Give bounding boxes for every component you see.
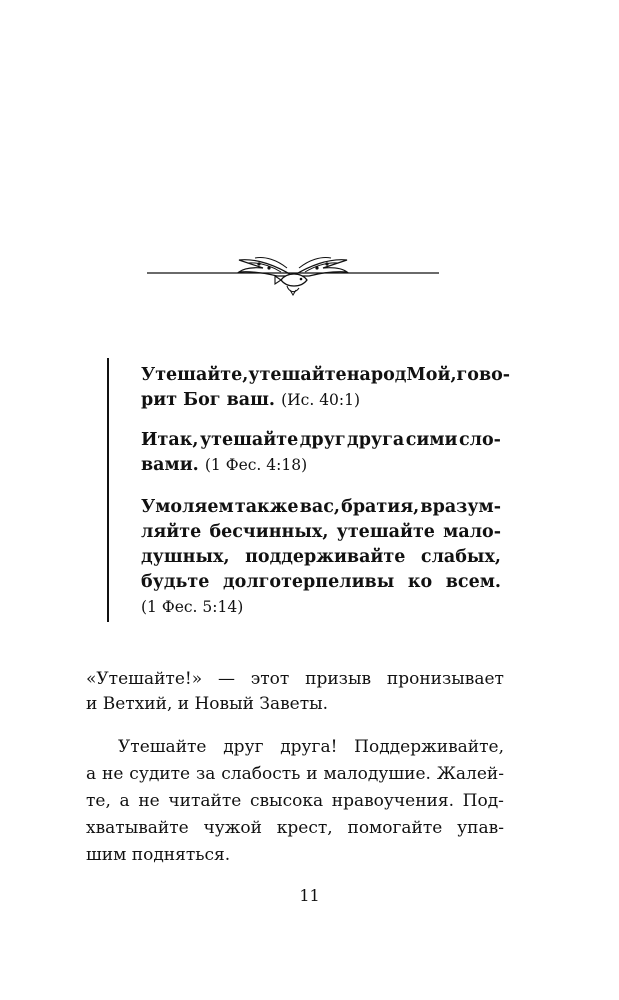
- word: друг: [223, 737, 264, 757]
- word: не: [102, 764, 124, 784]
- word: свысока: [249, 791, 324, 811]
- word: чужой: [203, 818, 262, 838]
- verse-2-line-2: [141, 454, 307, 476]
- word: гово-: [456, 365, 511, 385]
- word: а: [86, 764, 97, 784]
- word: те,: [86, 791, 111, 811]
- ornament-winged-emblem: [147, 236, 439, 296]
- word: хватывайте: [86, 818, 189, 838]
- word: утешайте: [199, 430, 299, 450]
- word: «Утешайте!»: [86, 669, 203, 689]
- word: вразум-: [420, 497, 501, 517]
- word: поддерживайте: [245, 547, 406, 567]
- verse-1-line-2: [141, 389, 360, 411]
- para-2-line-2: [86, 763, 504, 785]
- para-2-line-1: [118, 736, 504, 758]
- word: Итак,: [141, 430, 199, 450]
- verse-3-line-2: [141, 521, 501, 543]
- word: народ: [346, 365, 407, 385]
- para-1-line-1: [86, 668, 504, 690]
- word: душных,: [141, 547, 230, 567]
- word: а: [119, 791, 130, 811]
- verse-1-reference: (Ис. 40:1): [281, 391, 361, 409]
- word: упав-: [457, 818, 504, 838]
- word: и: [306, 764, 318, 784]
- verse-1-line-1: [141, 364, 511, 386]
- word: крест,: [276, 818, 333, 838]
- word: Умоляем: [141, 497, 234, 517]
- word: братия,: [341, 497, 420, 517]
- word: ляйте: [141, 522, 202, 542]
- word: утешайте: [336, 522, 435, 542]
- word: —: [217, 669, 235, 689]
- word: этот: [250, 669, 290, 689]
- para-2-line-5: шим подняться.: [86, 845, 231, 865]
- word: слабых,: [420, 547, 501, 567]
- word: будьте: [141, 572, 210, 592]
- word: Жалей-: [436, 764, 504, 784]
- page-number: 11: [299, 886, 320, 905]
- para-2-line-3: [86, 790, 504, 812]
- word: Мой,: [406, 365, 457, 385]
- word: призыв: [305, 669, 372, 689]
- para-1-line-2: и Ветхий, и Новый Заветы.: [86, 694, 329, 714]
- word: всем.: [445, 572, 501, 592]
- word: малодушие.: [323, 764, 431, 784]
- word: не: [138, 791, 160, 811]
- word: читайте: [168, 791, 242, 811]
- word: Утешайте: [118, 737, 207, 757]
- word: помогайте: [347, 818, 443, 838]
- word: утешайте: [248, 365, 347, 385]
- word: судите: [129, 764, 191, 784]
- word: Под-: [462, 791, 504, 811]
- word: ко: [407, 572, 433, 592]
- word: сло-: [459, 430, 501, 450]
- word: Поддерживайте,: [354, 737, 504, 757]
- word: нравоучения.: [331, 791, 454, 811]
- verse-3-line-4: [141, 571, 501, 593]
- word: бесчинных,: [209, 522, 329, 542]
- word: мало-: [443, 522, 501, 542]
- verse-2-reference: (1 Фес. 4:18): [204, 456, 308, 474]
- word: друга: [347, 430, 405, 450]
- word: вас,: [299, 497, 340, 517]
- word: друг: [299, 430, 346, 450]
- word: друга!: [280, 737, 338, 757]
- word: также: [234, 497, 299, 517]
- verse-3-line-3: [141, 546, 501, 568]
- verse-1-text-end: рит Бог ваш.: [141, 390, 275, 410]
- word: Утешайте,: [141, 365, 249, 385]
- word: сими: [405, 430, 458, 450]
- verse-3-reference: (1 Фес. 5:14): [141, 598, 244, 616]
- verse-2-text-end: вами.: [141, 455, 199, 475]
- para-2-line-4: [86, 817, 504, 839]
- verse-2-line-1: [141, 429, 501, 451]
- epigraph-block: [107, 358, 511, 622]
- word: долготерпеливы: [223, 572, 395, 592]
- winged-emblem-icon: [147, 236, 439, 296]
- word: пронизывает: [386, 669, 504, 689]
- verse-3-line-1: [141, 496, 501, 518]
- word: слабость: [221, 764, 301, 784]
- word: за: [195, 764, 216, 784]
